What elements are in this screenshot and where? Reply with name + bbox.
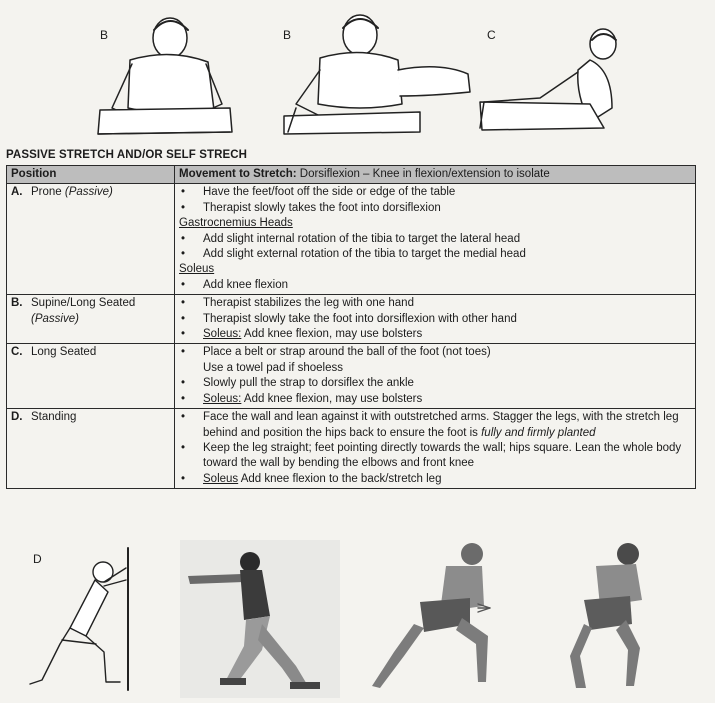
list-item: • Keep the leg straight; feet pointing directly towards the wall; hips square. Lean the whole body toward the wall by bending the elbows and front knee — [179, 441, 691, 472]
table-header-row — [7, 166, 696, 184]
position-name: Prone — [31, 186, 62, 199]
list-item: • Slowly pull the strap to dorsiflex the ankle — [179, 376, 691, 391]
position-cell-c — [7, 344, 175, 409]
wall-stretch-photo-woman — [180, 540, 340, 698]
list-item — [179, 410, 691, 441]
figure-label-c: C — [487, 28, 496, 42]
list-item: • Have the feet/foot off the side or edge of the table — [179, 185, 691, 200]
list-item: • Add knee flexion — [179, 278, 691, 293]
position-letter: D. — [11, 411, 23, 424]
figure-label-b2: B — [283, 28, 292, 42]
list-item — [179, 392, 691, 407]
list-item: • Therapist slowly takes the foot into dorsiflexion — [179, 201, 691, 216]
position-letter: A. — [11, 186, 23, 199]
movement-cell-a — [175, 184, 696, 295]
soleus-text: Add knee flexion, may use bolsters — [241, 328, 423, 341]
position-name: Supine/Long Seated — [31, 297, 136, 310]
section-title: PASSIVE STRETCH AND/OR SELF STRECH — [6, 149, 248, 161]
bullet-emphasis: fully and firmly planted — [481, 426, 596, 439]
bullet-text: Face the wall and lean against it with outstretched arms. Stagger the legs, with the stretch leg behind and position the hips back to ensure the foot is — [203, 411, 679, 439]
soleus-label: Soleus: — [203, 328, 242, 341]
list-item — [179, 327, 691, 342]
movement-cell-d — [175, 409, 696, 489]
therapist-prone-stretch-illustration — [98, 18, 232, 134]
position-cell-b — [7, 295, 175, 344]
subheading-soleus: Soleus — [179, 263, 215, 276]
list-item: • Add slight external rotation of the tibia to target the medial head — [179, 247, 691, 262]
table-row-prone — [7, 184, 696, 295]
position-name: Long Seated — [31, 346, 97, 359]
figure-label-d1: D — [33, 552, 42, 566]
soleus-text: Add knee flexion, may use bolsters — [241, 392, 423, 405]
position-cell-d — [7, 409, 175, 489]
header-movement — [175, 166, 696, 184]
list-item: • Add slight internal rotation of the tibia to target the lateral head — [179, 232, 691, 247]
long-seated-strap-illustration — [480, 29, 616, 130]
subheading-gastrocnemius: Gastrocnemius Heads — [179, 217, 293, 230]
table-row-long-seated — [7, 344, 696, 409]
bullet-text: Place a belt or strap around the ball of the foot (not toes) — [203, 346, 491, 359]
soleus-label: Soleus: — [203, 392, 242, 405]
position-note: (Passive) — [64, 186, 113, 199]
position-note: (Passive) — [31, 312, 79, 325]
therapist-supine-stretch-illustration — [284, 15, 470, 134]
top-illustrations-svg — [0, 0, 715, 145]
position-cell-a — [7, 184, 175, 295]
movement-cell-b — [175, 295, 696, 344]
bottom-illustrations — [0, 540, 715, 703]
list-item: • Therapist stabilizes the leg with one hand — [179, 296, 691, 311]
list-item — [179, 345, 691, 376]
position-name: Standing — [31, 411, 77, 424]
list-item — [179, 472, 691, 487]
movement-cell-c — [175, 344, 696, 409]
bullet-continuation: Use a towel pad if shoeless — [203, 361, 343, 374]
header-position: Position — [7, 166, 175, 184]
table-row-standing — [7, 409, 696, 489]
soleus-text: Add knee flexion to the back/stretch leg — [238, 472, 442, 485]
stretch-table — [6, 165, 696, 489]
figure-label-b1: B — [100, 28, 109, 42]
header-movement-detail: Dorsiflexion – Knee in flexion/extension to isolate — [299, 168, 550, 180]
header-movement-label: Movement to Stretch: — [179, 168, 297, 180]
soleus-label: Soleus — [203, 472, 239, 485]
wall-stretch-line-illustration — [30, 548, 128, 690]
position-letter: C. — [11, 346, 23, 359]
bottom-illustrations-svg — [0, 540, 715, 703]
top-illustrations — [0, 0, 715, 145]
soleus-stretch-photo — [570, 543, 642, 688]
list-item: • Therapist slowly take the foot into dorsiflexion with other hand — [179, 312, 691, 327]
gastrocnemius-stretch-photo — [372, 543, 490, 688]
table-row-supine — [7, 295, 696, 344]
position-letter: B. — [11, 297, 23, 310]
